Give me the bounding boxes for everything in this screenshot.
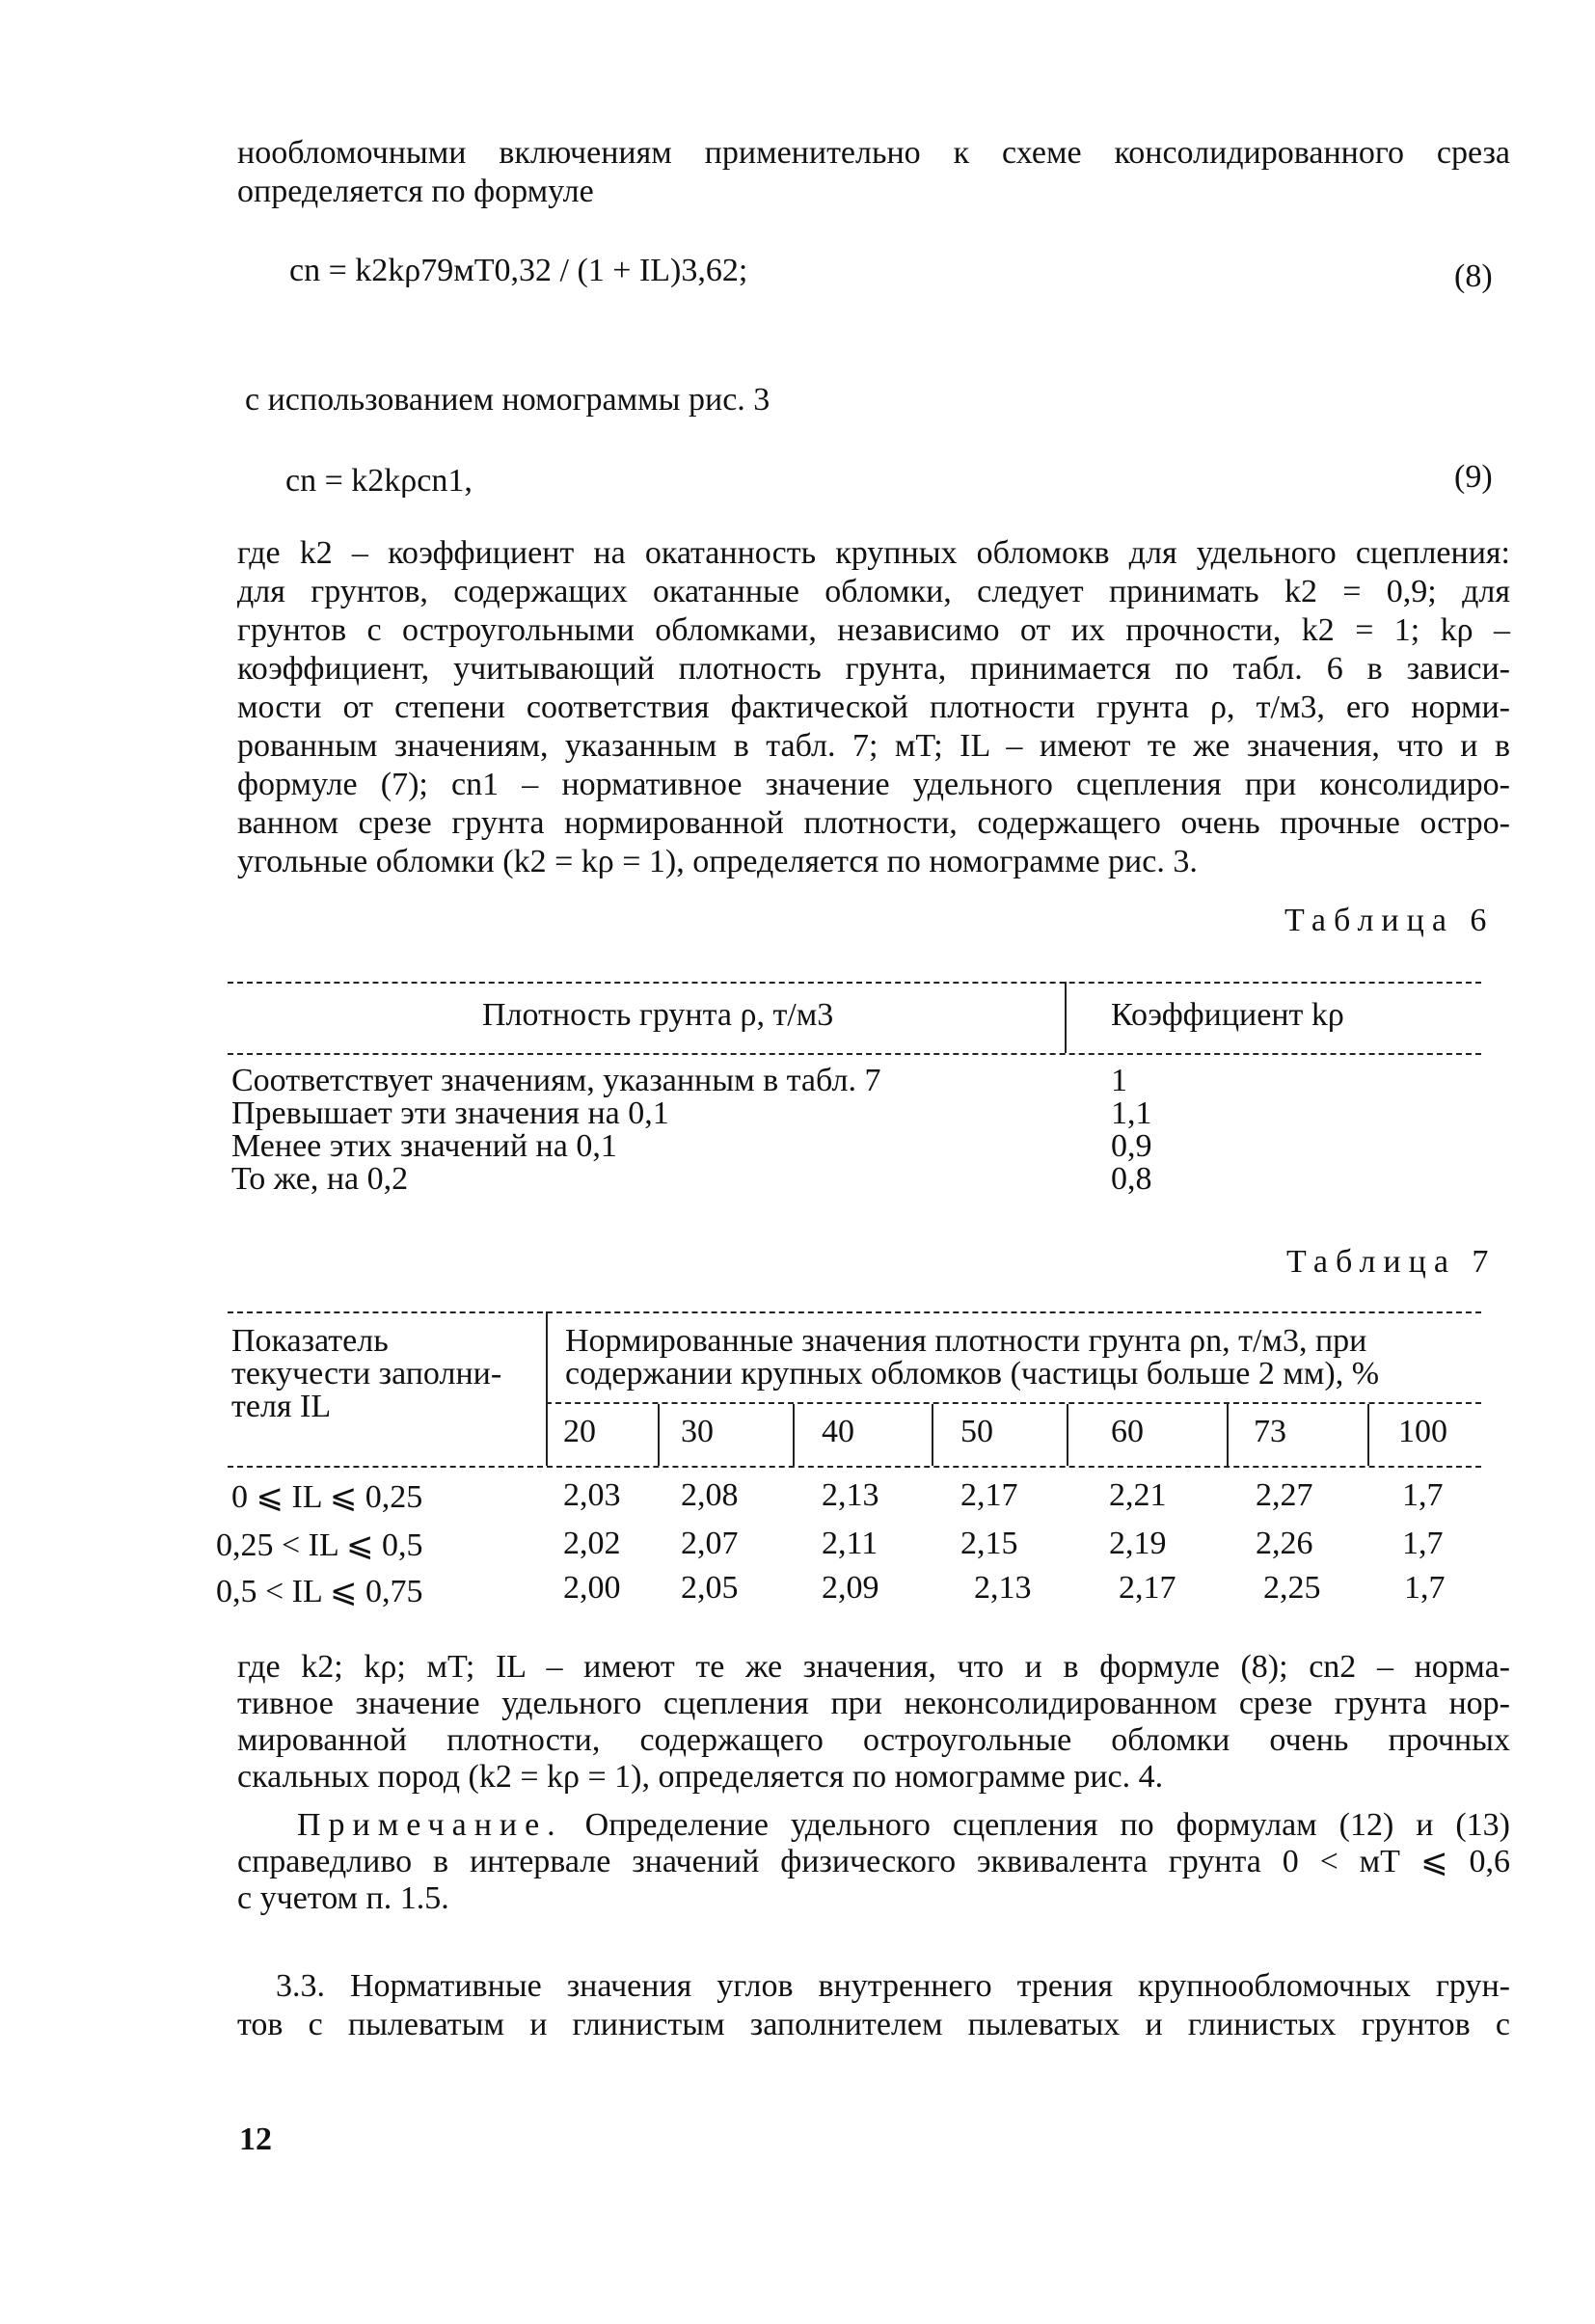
note-line: справедливо в интервале значений физического эквивалента грунта 0 < мT ⩽ 0,6 [237, 1844, 1510, 1879]
definitions-line: ванном срезе грунта нормированной плотности, содержащего очень прочные остро- [237, 805, 1510, 841]
table-7-column-header: 30 [681, 1414, 714, 1449]
table-6-top-rule [228, 982, 1481, 984]
table-6-header-coefficient: Коэффициент kρ [1111, 997, 1344, 1033]
section-3-3-line: тов с пылеватым и глинистым заполнителем пылеватых и глинистых грунтов с [237, 2007, 1510, 2042]
definitions-line: коэффициент, учитывающий плотность грунта, принимается по табл. 6 в зависи- [237, 651, 1510, 687]
table-7-column-header: 40 [822, 1414, 854, 1449]
formula-8: cn = k2kρ79мT0,32 / (1 + IL)3,62; [289, 253, 748, 288]
table-7-cell: 2,00 [563, 1570, 621, 1606]
table-7-header-left-line: Показатель [231, 1323, 389, 1359]
table-6-row-value: 1 [1111, 1063, 1127, 1098]
after-table-line: мированной плотности, содержащего остроугольные обломки очень прочных [237, 1722, 1510, 1758]
table-7-column-header: 100 [1398, 1414, 1447, 1449]
definitions-line: для грунтов, содержащих окатанные обломки, следует принимать k2 = 0,9; для [237, 574, 1510, 609]
table-7-cell: 2,13 [822, 1477, 879, 1513]
table-7-cell: 2,05 [681, 1570, 739, 1606]
table-7-cell: 2,17 [960, 1477, 1018, 1513]
table-6-row-label: Менее этих значений на 0,1 [231, 1128, 617, 1164]
table-7-column-header: 20 [563, 1414, 596, 1449]
table-7-column-header: 60 [1111, 1414, 1144, 1449]
intro-line-1: нообломочными включениям применительно к схеме консолидированного среза [237, 135, 1510, 171]
definitions-line: рованным значениям, указанным в табл. 7; мT; IL – имеют те же значения, что и в [237, 728, 1510, 764]
table-7-subheader-rule [546, 1402, 1481, 1404]
table-7-cell: 2,19 [1109, 1526, 1167, 1561]
table-7-top-rule [228, 1311, 1481, 1313]
note-line: Определение удельного сцепления по формулам (12) и (13) [584, 1807, 1511, 1843]
table-6-column-divider [1065, 982, 1067, 1053]
definitions-line: мости от степени соответствия фактической плотности грунта ρ, т/м3, его норми- [237, 689, 1510, 725]
table-7-cell: 1,7 [1404, 1570, 1446, 1606]
after-table-line: тивное значение удельного сцепления при неконсолидированном срезе грунта нор- [237, 1686, 1510, 1721]
table-6-row-label: Превышает эти значения на 0,1 [231, 1095, 669, 1131]
definitions-line: угольные обломки (k2 = kρ = 1), определяется по номограмме рис. 3. [237, 844, 1198, 879]
after-table-paragraph [237, 1649, 1510, 1796]
table-7-column-divider [658, 1404, 660, 1466]
formula-9-number: (9) [1454, 459, 1493, 495]
table-7-header-rule [228, 1466, 1481, 1468]
nomogram-reference: с использованием номограммы рис. 3 [245, 382, 770, 418]
note-block [237, 1807, 1510, 1917]
section-3-3 [237, 1967, 1510, 2044]
table-7-cell: 2,09 [822, 1570, 879, 1606]
intro-line-2: определяется по формуле [237, 174, 594, 209]
table-6-row-label: То же, на 0,2 [231, 1161, 409, 1197]
table-7-cell: 2,03 [563, 1477, 621, 1513]
table-7-cell: 2,27 [1256, 1477, 1313, 1513]
table-6-header-density: Плотность грунта ρ, т/м3 [482, 997, 834, 1033]
note-line: с учетом п. 1.5. [237, 1880, 449, 1916]
table-6-header-rule [228, 1053, 1481, 1055]
table-7-cell: 2,26 [1256, 1526, 1313, 1561]
table-6-row-value: 1,1 [1111, 1095, 1152, 1131]
table-7-cell: 2,13 [974, 1570, 1032, 1606]
table-7-header-left-line: теля IL [231, 1389, 332, 1424]
table-7-column-divider [793, 1404, 795, 1466]
table-7-column-header: 73 [1254, 1414, 1286, 1449]
definitions-line: грунтов с остроугольными обломками, независимо от их прочности, k2 = 1; kρ – [237, 612, 1510, 648]
table-7-header-left-line: текучести заполни- [231, 1356, 502, 1392]
table-7-cell: 1,7 [1402, 1526, 1444, 1561]
after-table-line: где k2; kρ; мT; IL – имеют те же значения, что и в формуле (8); cn2 – норма- [237, 1649, 1510, 1685]
formula-9: cn = k2kρcn1, [285, 463, 473, 499]
table-6-row-value: 0,8 [1111, 1161, 1152, 1197]
table-7-column-divider [1067, 1404, 1068, 1466]
table-6-row-value: 0,9 [1111, 1128, 1152, 1164]
table-7-caption: Таблица 7 [1286, 1244, 1497, 1280]
table-7-cell: 2,11 [822, 1526, 879, 1561]
table-7-column-divider [932, 1404, 933, 1466]
table-7-column-divider [1367, 1404, 1369, 1466]
table-7-cell: 2,15 [960, 1526, 1018, 1561]
definitions-paragraph [237, 534, 1510, 881]
table-7-cell: 2,02 [563, 1526, 621, 1561]
table-7-row-label: 0 ⩽ IL ⩽ 0,25 [231, 1479, 423, 1515]
table-7-cell: 2,08 [681, 1477, 739, 1513]
definitions-line: формуле (7); cn1 – нормативное значение удельного сцепления при консолидиро- [237, 767, 1510, 802]
formula-8-number: (8) [1454, 258, 1493, 294]
table-6-row-label: Соответствует значениям, указанным в табл. 7 [231, 1063, 881, 1098]
table-7-header-right-line: Нормированные значения плотности грунта ρn, т/м3, при [565, 1323, 1367, 1359]
table-6-caption: Таблица 6 [1284, 903, 1495, 938]
table-7-cell: 2,21 [1109, 1477, 1167, 1513]
table-7-cell: 2,25 [1263, 1570, 1321, 1606]
table-7-column-header: 50 [960, 1414, 993, 1449]
section-3-3-line: 3.3. Нормативные значения углов внутреннего трения крупнообломочных грун- [276, 1968, 1510, 2004]
definitions-line: где k2 – коэффициент на окатанность крупных обломокв для удельного сцепления: [237, 535, 1510, 571]
page-number: 12 [239, 2121, 272, 2157]
table-7-cell: 2,17 [1119, 1570, 1176, 1606]
note-label: Примечание. [297, 1807, 563, 1843]
table-7-row-label: 0,25 < IL ⩽ 0,5 [216, 1527, 423, 1563]
table-7-cell: 1,7 [1402, 1477, 1444, 1513]
after-table-line: скальных пород (k2 = kρ = 1), определяется по номограмме рис. 4. [237, 1759, 1164, 1795]
table-7-column-divider [1227, 1404, 1229, 1466]
table-7-cell: 2,07 [681, 1526, 739, 1561]
table-7-header-right-line: содержании крупных обломков (частицы больше 2 мм), % [565, 1356, 1380, 1392]
table-7-row-label: 0,5 < IL ⩽ 0,75 [216, 1574, 423, 1609]
table-7-label-divider [546, 1311, 548, 1466]
